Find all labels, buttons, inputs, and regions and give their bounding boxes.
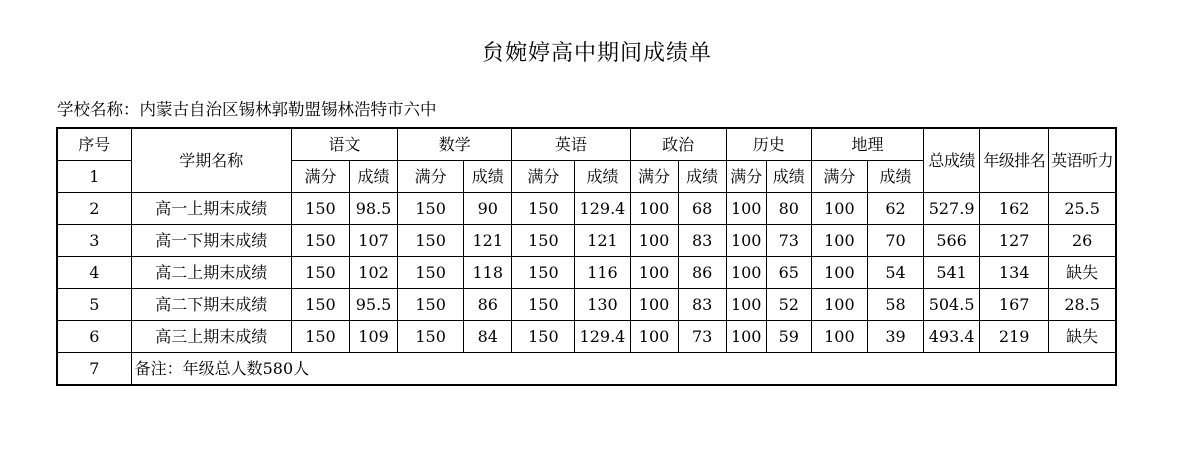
table-cell: 90 (464, 193, 512, 225)
header-subject-english: 英语 (512, 128, 630, 161)
table-cell: 150 (398, 289, 464, 321)
table-cell: 100 (811, 225, 867, 257)
header-score: 成绩 (350, 161, 398, 193)
header-score: 成绩 (678, 161, 726, 193)
table-row (57, 257, 1116, 289)
table-cell: 118 (464, 257, 512, 289)
table-cell: 150 (291, 321, 349, 353)
table-cell: 150 (398, 193, 464, 225)
row-index: 5 (57, 289, 131, 321)
table-cell: 150 (512, 321, 575, 353)
table-cell: 121 (464, 225, 512, 257)
row-term: 高二下期末成绩 (131, 289, 291, 321)
table-cell: 84 (464, 321, 512, 353)
header-listening: 英语听力 (1049, 128, 1116, 193)
table-cell: 150 (398, 225, 464, 257)
table-cell: 109 (350, 321, 398, 353)
table-cell: 127 (980, 225, 1049, 257)
footer-row (57, 353, 1116, 386)
table-cell: 98.5 (350, 193, 398, 225)
header-full: 满分 (726, 161, 766, 193)
table-cell: 130 (575, 289, 630, 321)
table-cell: 100 (811, 289, 867, 321)
table-cell: 59 (766, 321, 811, 353)
table-row (57, 289, 1116, 321)
table-cell: 缺失 (1049, 321, 1116, 353)
table-row (57, 225, 1116, 257)
table-cell: 150 (398, 257, 464, 289)
table-cell: 527.9 (924, 193, 980, 225)
table-cell: 150 (512, 257, 575, 289)
header-subject-politics: 政治 (630, 128, 726, 161)
table-cell: 80 (766, 193, 811, 225)
table-cell: 52 (766, 289, 811, 321)
header-subject-chinese: 语文 (291, 128, 397, 161)
row-index: 2 (57, 193, 131, 225)
table-cell: 100 (630, 193, 678, 225)
table-cell: 150 (291, 257, 349, 289)
table-cell: 68 (678, 193, 726, 225)
table-cell: 100 (726, 193, 766, 225)
table-cell: 95.5 (350, 289, 398, 321)
header-score: 成绩 (464, 161, 512, 193)
table-cell: 162 (980, 193, 1049, 225)
table-cell: 150 (512, 289, 575, 321)
header-full: 满分 (630, 161, 678, 193)
table-cell: 28.5 (1049, 289, 1116, 321)
table-cell: 26 (1049, 225, 1116, 257)
table-cell: 167 (980, 289, 1049, 321)
header-full: 满分 (291, 161, 349, 193)
header-index: 序号 (57, 128, 131, 161)
table-cell: 62 (867, 193, 923, 225)
header-full: 满分 (512, 161, 575, 193)
row-index: 6 (57, 321, 131, 353)
row-index: 3 (57, 225, 131, 257)
table-cell: 504.5 (924, 289, 980, 321)
table-cell: 100 (811, 321, 867, 353)
table-cell: 129.4 (575, 193, 630, 225)
table-cell: 100 (630, 225, 678, 257)
table-cell: 150 (398, 321, 464, 353)
table-cell: 70 (867, 225, 923, 257)
header-subject-history: 历史 (726, 128, 811, 161)
header-score: 成绩 (867, 161, 923, 193)
table-cell: 100 (811, 257, 867, 289)
table-cell: 102 (350, 257, 398, 289)
header-full: 满分 (398, 161, 464, 193)
header-total: 总成绩 (924, 128, 980, 193)
table-row (57, 321, 1116, 353)
table-cell: 493.4 (924, 321, 980, 353)
table-cell: 566 (924, 225, 980, 257)
header-index-row2: 1 (57, 161, 131, 193)
table-cell: 73 (766, 225, 811, 257)
table-cell: 100 (726, 321, 766, 353)
header-row-1 (57, 128, 1116, 161)
table-cell: 83 (678, 225, 726, 257)
table-cell: 100 (811, 193, 867, 225)
table-cell: 100 (630, 257, 678, 289)
note-cell: 备注：年级总人数580人 (131, 353, 1116, 386)
row-term: 高三上期末成绩 (131, 321, 291, 353)
table-cell: 100 (726, 225, 766, 257)
table-cell: 39 (867, 321, 923, 353)
table-cell: 150 (291, 289, 349, 321)
header-rank: 年级排名 (980, 128, 1049, 193)
table-cell: 86 (464, 289, 512, 321)
table-cell: 54 (867, 257, 923, 289)
header-term: 学期名称 (131, 128, 291, 193)
table-cell: 86 (678, 257, 726, 289)
table-cell: 100 (630, 321, 678, 353)
header-subject-math: 数学 (398, 128, 512, 161)
page-title: 贠婉婷高中期间成绩单 (481, 41, 712, 66)
row-term: 高二上期末成绩 (131, 257, 291, 289)
school-name: 学校名称：内蒙古自治区锡林郭勒盟锡林浩特市六中 (57, 100, 437, 119)
grade-table (56, 127, 1117, 386)
table-cell: 116 (575, 257, 630, 289)
table-cell: 134 (980, 257, 1049, 289)
table-cell: 121 (575, 225, 630, 257)
table-cell: 100 (726, 289, 766, 321)
header-score: 成绩 (766, 161, 811, 193)
table-cell: 58 (867, 289, 923, 321)
table-cell: 150 (291, 193, 349, 225)
row-index: 7 (57, 353, 131, 386)
row-term: 高一上期末成绩 (131, 193, 291, 225)
table-cell: 100 (630, 289, 678, 321)
table-cell: 73 (678, 321, 726, 353)
table-cell: 219 (980, 321, 1049, 353)
table-cell: 65 (766, 257, 811, 289)
table-cell: 100 (726, 257, 766, 289)
table-cell: 541 (924, 257, 980, 289)
table-cell: 150 (512, 193, 575, 225)
table-cell: 129.4 (575, 321, 630, 353)
table-cell: 缺失 (1049, 257, 1116, 289)
table-row (57, 193, 1116, 225)
table-cell: 25.5 (1049, 193, 1116, 225)
table-cell: 83 (678, 289, 726, 321)
table-cell: 150 (291, 225, 349, 257)
header-subject-geography: 地理 (811, 128, 923, 161)
row-index: 4 (57, 257, 131, 289)
row-term: 高一下期末成绩 (131, 225, 291, 257)
table-cell: 150 (512, 225, 575, 257)
header-full: 满分 (811, 161, 867, 193)
header-score: 成绩 (575, 161, 630, 193)
table-cell: 107 (350, 225, 398, 257)
